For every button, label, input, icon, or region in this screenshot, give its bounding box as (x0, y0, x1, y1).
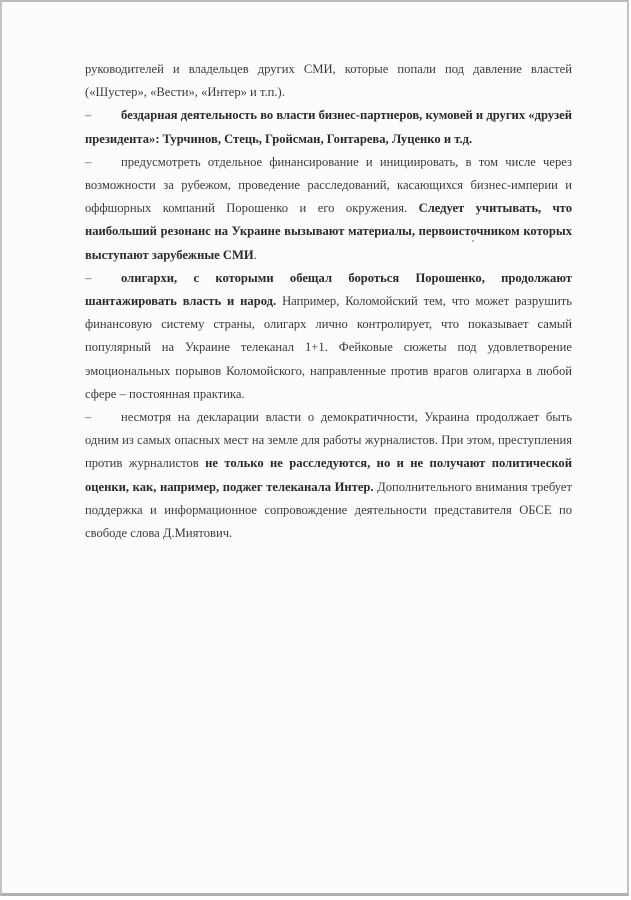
document-body (85, 58, 572, 545)
bullet-paragraph-investigations (85, 151, 572, 267)
bold-text-segment: Следует учитывать, что наибольший резонанс на Украине вызывают материалы, первоисточником которых выступают зарубежные СМИ (85, 201, 572, 262)
bullet-paragraph-oligarchs (85, 267, 572, 406)
paragraph-continuation (85, 58, 572, 104)
dash-bullet-marker: – (85, 108, 92, 123)
bold-text-segment: не только не расследуются, но и не получают политической оценки, как, например, поджег телеканала Интер. (85, 456, 572, 494)
dash-bullet-marker: – (85, 270, 92, 285)
text-segment: Дополнительного внимания требует поддержка и информационное сопровождение деятельности представителя ОБСЕ по свободе слова Д.Миятович. (85, 479, 573, 541)
text-segment: . (253, 247, 257, 262)
bullet-paragraph-journalists (85, 406, 572, 545)
text-segment: несмотря на декларации власти о демократичности, Украина продолжает быть одним из самых опасных мест на земле для работы журналистов. При этом, преступления против журналистов (85, 410, 572, 471)
bold-text-segment: олигархи, с которыми обещал бороться Порошенко, продолжают шантажировать власть и народ. (85, 270, 572, 309)
bold-text-segment: бездарная деятельность во власти бизнес-партнеров, кумовей и других «друзей президента»: Турчинов, Стець, Гройсман, Гонтарева, Луценко и т.д. (85, 108, 572, 146)
dash-bullet-marker: – (85, 154, 92, 169)
text-segment: Например, Коломойский тем, что может разрушить финансовую систему страны, олигарх лично контролирует, что показывает самый популярный на Украине телеканал 1+1. Фейковые сюжеты под удовлетворение эмоциональных порывов Коломойского, направленные против врагов олигарха в любой сфере – постоянная практика. (85, 294, 572, 401)
text-segment: руководителей и владельцев других СМИ, которые попали под давление властей («Шустер», «Вести», «Интер» и т.п.). (85, 62, 572, 100)
text-segment: предусмотреть отдельное финансирование и инициировать, в том числе через возможности за рубежом, проведение расследований, касающихся бизнес-империи и оффшорных компаний Порошенко и его окружения. (85, 154, 572, 216)
scan-speck (472, 240, 474, 242)
bullet-paragraph-officials (85, 104, 572, 150)
dash-bullet-marker: – (85, 410, 92, 425)
